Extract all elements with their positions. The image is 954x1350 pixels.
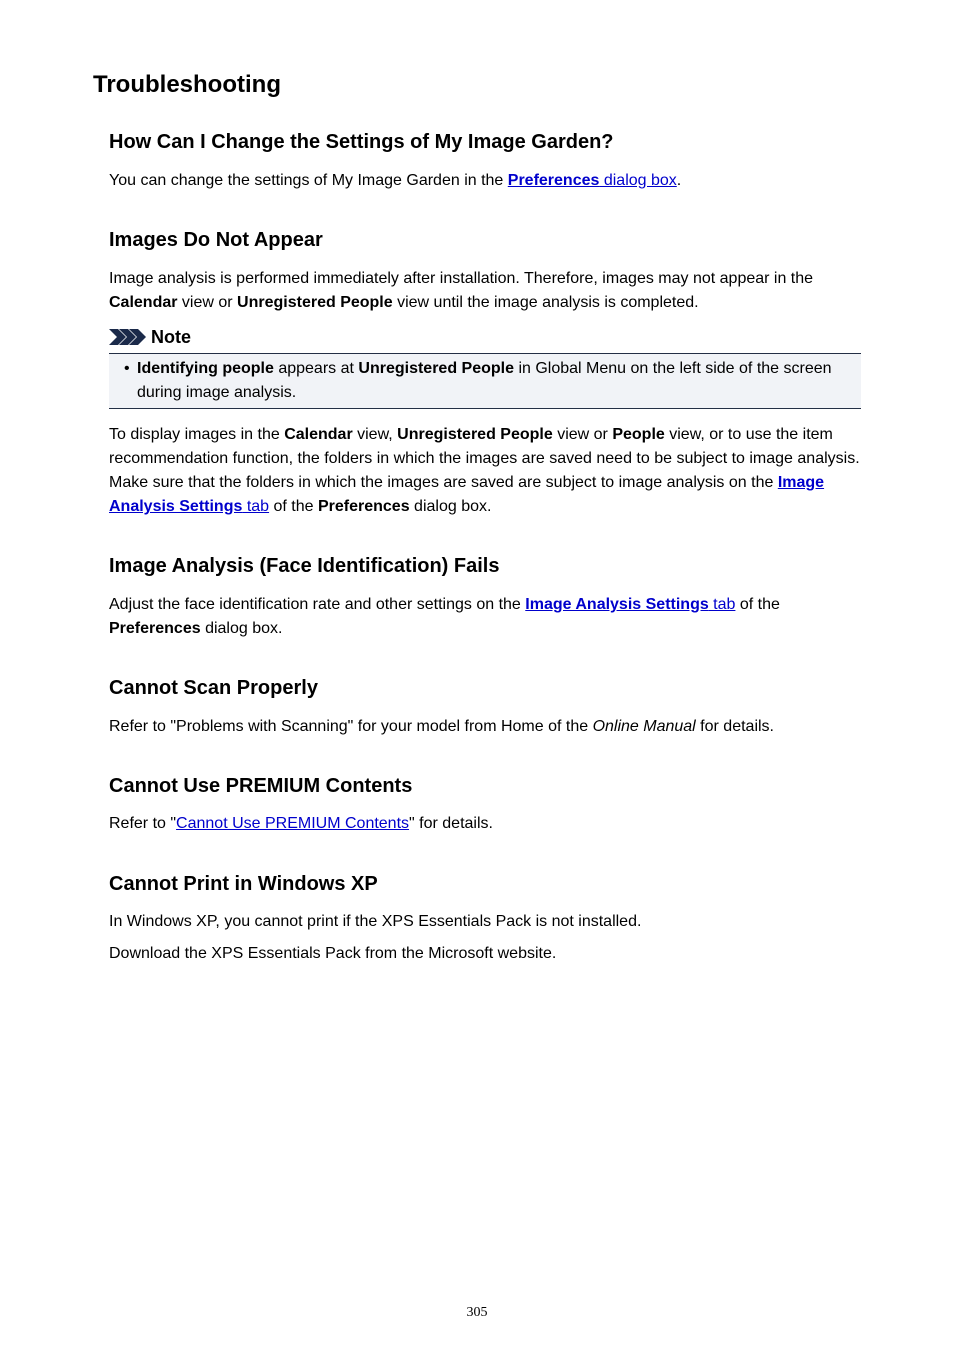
- heading-change-settings: How Can I Change the Settings of My Image Garden?: [109, 131, 614, 153]
- heading-windows-xp: Cannot Print in Windows XP: [109, 873, 378, 895]
- heading-images-not-appear: Images Do Not Appear: [109, 229, 323, 251]
- page-number: 305: [466, 1305, 488, 1320]
- cannot-scan-text: Refer to "Problems with Scanning" for your model from Home of the Online Manual for details.: [109, 718, 774, 735]
- heading-cannot-scan: Cannot Scan Properly: [109, 677, 318, 699]
- preferences-dialog-link[interactable]: Preferences dialog box: [507, 172, 677, 189]
- note-label: Note: [151, 326, 191, 347]
- windows-xp-text-1: In Windows XP, you cannot print if the XPS Essentials Pack is not installed.: [109, 913, 642, 930]
- note-bullet: •: [124, 360, 130, 377]
- note-arrows-icon: [109, 329, 147, 345]
- page-title: Troubleshooting: [93, 71, 281, 98]
- image-analysis-settings-tab-link[interactable]: Image Analysis Settings tab: [525, 596, 736, 613]
- heading-premium: Cannot Use PREMIUM Contents: [109, 775, 413, 797]
- analysis-fails-text: Adjust the face identification rate and other settings on the Image Analysis Settings tab of the Preferences dialog box.: [109, 596, 780, 637]
- image-analysis-settings-link[interactable]: Image Analysis Settings tab: [109, 474, 825, 515]
- display-images-text: To display images in the Calendar view, Unregistered People view or People view, or to use the item recommendation function, the folders in which the images are saved need to be subject to image analysis. Make sure that the folders in which the images are saved are subject to image analysis on the Image Analysis Settings tab of the Preferences dialog box.: [109, 426, 860, 515]
- premium-contents-link[interactable]: Cannot Use PREMIUM Contents: [176, 815, 410, 832]
- note-header: [109, 323, 191, 351]
- images-not-appear-text: Image analysis is performed immediately after installation. Therefore, images may not appear in the Calendar view or Unregistered People view until the image analysis is completed.: [109, 270, 814, 311]
- change-settings-text: You can change the settings of My Image Garden in the Preferences dialog box.: [109, 172, 682, 189]
- premium-text: Refer to "Cannot Use PREMIUM Contents" for details.: [109, 815, 493, 832]
- note-box: [109, 353, 861, 409]
- windows-xp-text-2: Download the XPS Essentials Pack from the Microsoft website.: [109, 945, 557, 962]
- note-text: Identifying people appears at Unregistered People in Global Menu on the left side of the screen during image analysis.: [137, 360, 832, 401]
- heading-analysis-fails: Image Analysis (Face Identification) Fails: [109, 555, 500, 577]
